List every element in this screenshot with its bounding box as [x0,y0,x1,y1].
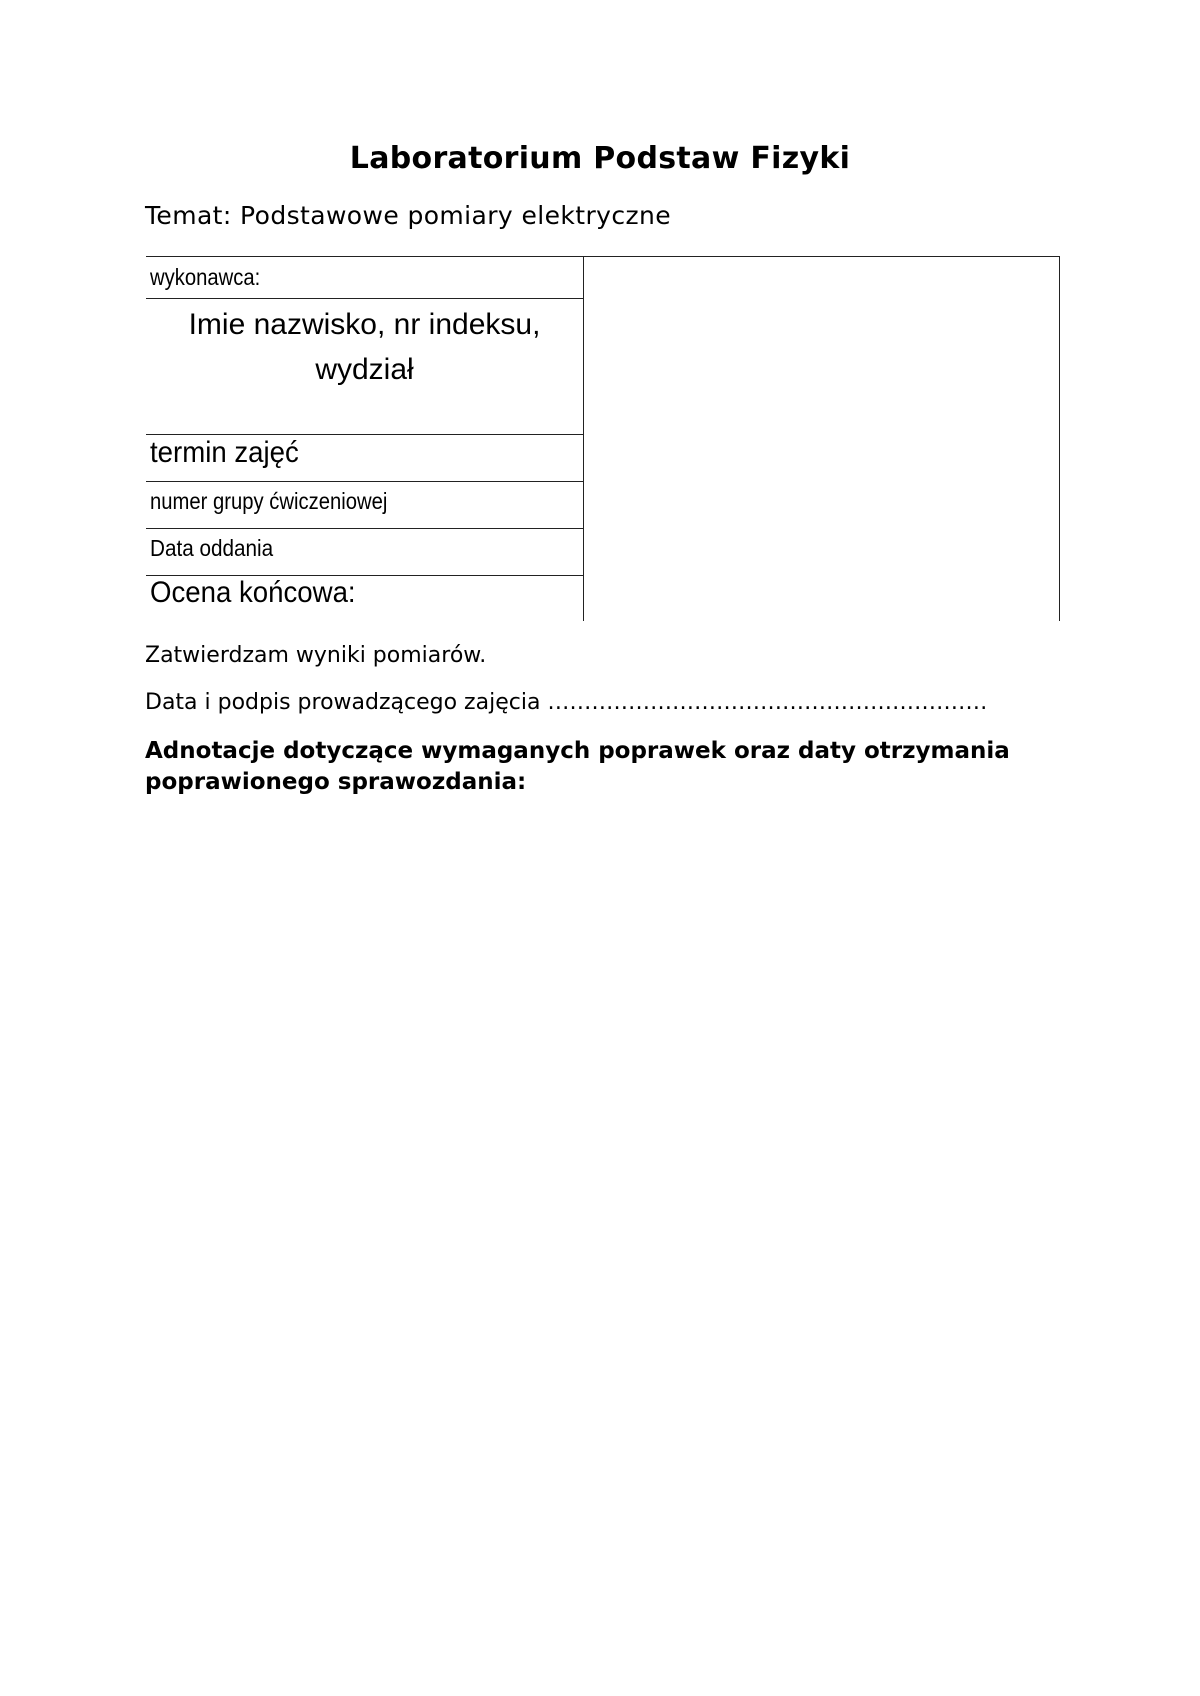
final-grade-label: Ocena końcowa: [150,576,356,609]
annotations-heading: Adnotacje dotyczące wymaganych poprawek oraz daty otrzymania poprawionego sprawozdania: [145,738,1010,795]
table-row-divider [146,481,583,482]
document-topic: Temat: Podstawowe pomiary elektryczne [145,201,672,230]
table-row-divider [146,298,583,299]
table-column-divider [583,256,584,621]
table-row-divider [146,256,583,257]
report-form-table [146,256,1061,621]
performer-label: wykonawca: [150,264,261,290]
class-term-label: termin zajęć [150,436,299,469]
submission-date-label: Data oddania [150,535,274,561]
table-right-border [1059,256,1060,621]
name-index-faculty-label: Imie nazwisko, nr indeksu, wydział [188,308,541,386]
group-number-label: numer grupy ćwiczeniowej [150,488,388,514]
confirmation-text: Zatwierdzam wyniki pomiarów. [145,643,487,668]
signature-line: Data i podpis prowadzącego zajęcia …………………………………………………… [145,690,988,715]
table-row-divider [146,528,583,529]
table-top-border [583,256,1059,257]
table-row-divider [146,434,583,435]
document-title: Laboratorium Podstaw Fizyki [349,141,851,176]
